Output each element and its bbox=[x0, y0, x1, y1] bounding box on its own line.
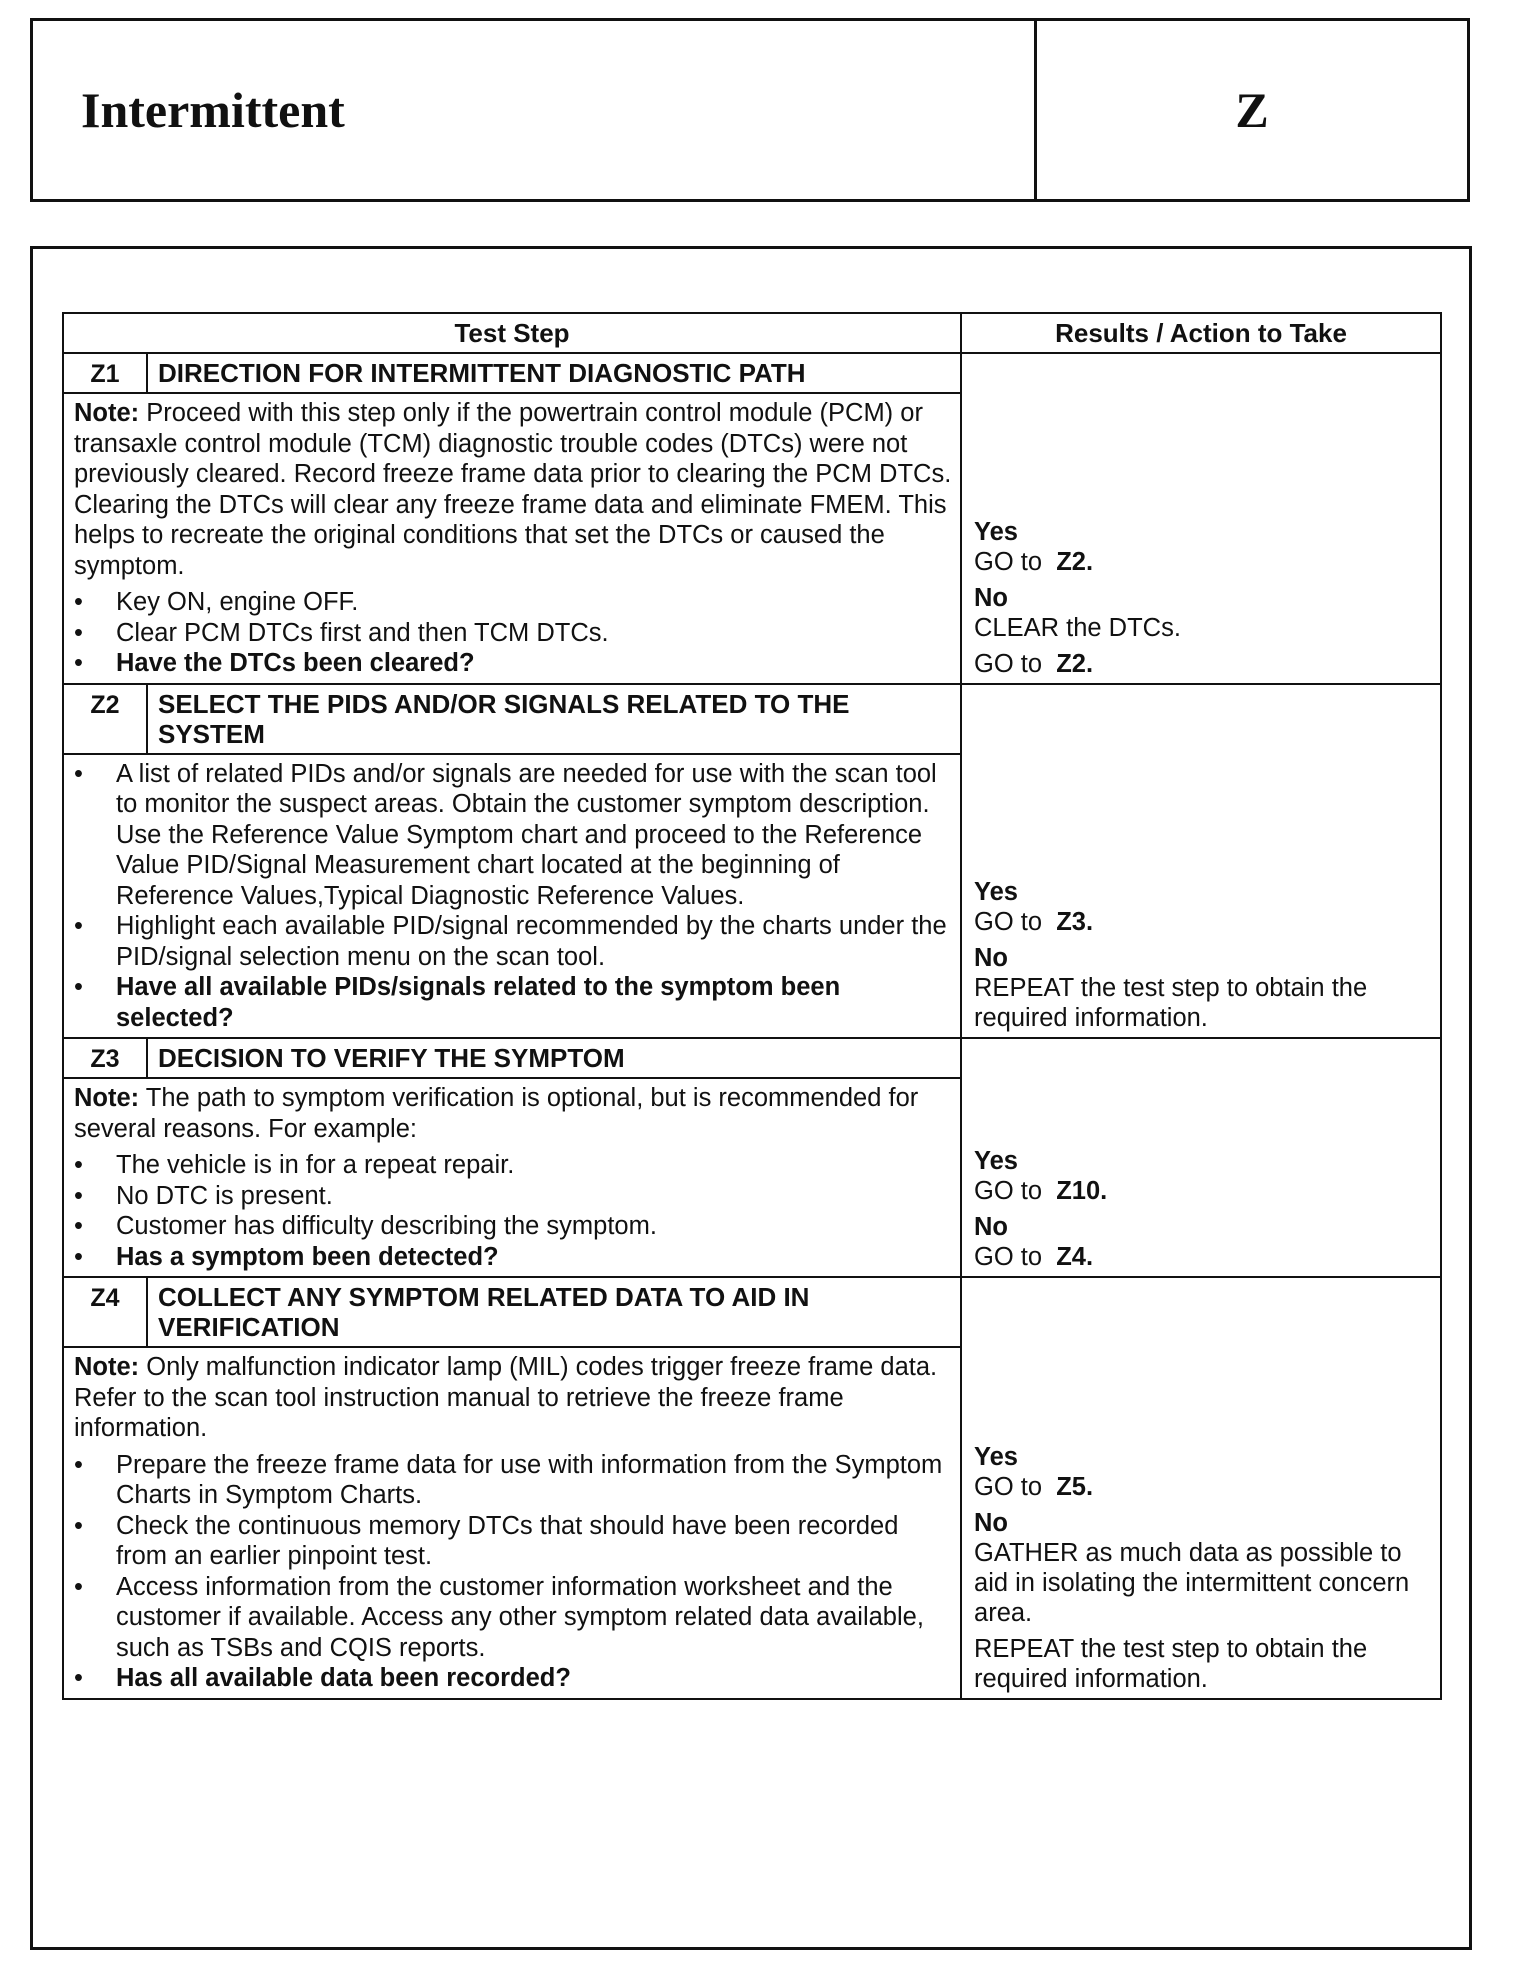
step-question: • Have the DTCs been cleared? bbox=[74, 648, 954, 679]
step-id: Z1 bbox=[63, 353, 147, 393]
list-item: • Customer has difficulty describing the symptom. bbox=[74, 1211, 954, 1242]
page-header bbox=[30, 18, 1470, 202]
page-title: Intermittent bbox=[81, 82, 345, 138]
no-target: Z4. bbox=[1056, 1243, 1094, 1271]
no-target: Z2. bbox=[1056, 649, 1094, 678]
no-action-goto: GO to Z2. bbox=[974, 649, 1094, 678]
step-id: Z2 bbox=[63, 684, 147, 754]
step-body bbox=[63, 1078, 961, 1277]
list-item: • A list of related PIDs and/or signals are needed for use with the scan tool to monitor the suspect areas. Obtain the customer symptom description. Use the Reference Value Symptom chart and proceed to the Reference Value PID/Signal Measurement chart located at the beginning of Reference Values,Typical Diagnostic Reference Values. bbox=[74, 759, 954, 912]
step-bullets bbox=[74, 1150, 954, 1272]
list-item: • Check the continuous memory DTCs that should have been recorded from an earlier pinpoint test. bbox=[74, 1511, 954, 1572]
step-question: • Has all available data been recorded? bbox=[74, 1663, 954, 1694]
section-letter: Z bbox=[1235, 82, 1269, 138]
yes-action: GO to Z5. bbox=[974, 1472, 1094, 1501]
step-id: Z3 bbox=[63, 1038, 147, 1078]
table-header-row bbox=[63, 313, 1441, 353]
no-action-repeat: REPEAT the test step to obtain the required information. bbox=[974, 1634, 1368, 1693]
step-title-row bbox=[63, 684, 1441, 754]
step-title-row bbox=[63, 1277, 1441, 1347]
step-question: • Have all available PIDs/signals related to the symptom been selected? bbox=[74, 972, 954, 1033]
no-action: CLEAR the DTCs. bbox=[974, 613, 1181, 642]
step-title: DECISION TO VERIFY THE SYMPTOM bbox=[147, 1038, 961, 1078]
yes-action: GO to Z10. bbox=[974, 1177, 1108, 1205]
no-action: GO to Z4. bbox=[974, 1243, 1094, 1271]
step-results bbox=[961, 684, 1441, 1039]
step-body bbox=[63, 754, 961, 1039]
step-title-row bbox=[63, 1038, 1441, 1078]
step-body bbox=[63, 393, 961, 684]
step-bullets bbox=[74, 587, 954, 679]
step-title: SELECT THE PIDS AND/OR SIGNALS RELATED TO THE SYSTEM bbox=[147, 684, 961, 754]
yes-label: Yes bbox=[974, 1147, 1018, 1175]
list-item: • No DTC is present. bbox=[74, 1181, 954, 1212]
no-label: No bbox=[974, 1508, 1009, 1537]
step-title-row bbox=[63, 353, 1441, 393]
yes-label: Yes bbox=[974, 878, 1018, 906]
step-bullets bbox=[74, 1450, 954, 1694]
yes-target: Z5. bbox=[1056, 1472, 1094, 1501]
list-item: • Highlight each available PID/signal recommended by the charts under the PID/signal selection menu on the scan tool. bbox=[74, 911, 954, 972]
step-title: DIRECTION FOR INTERMITTENT DIAGNOSTIC PATH bbox=[147, 353, 961, 393]
no-action: REPEAT the test step to obtain the required information. bbox=[974, 974, 1368, 1032]
header-section-cell bbox=[1037, 21, 1467, 199]
no-label: No bbox=[974, 1213, 1009, 1241]
no-label: No bbox=[974, 583, 1009, 612]
test-step-table bbox=[62, 312, 1442, 1700]
yes-target: Z3. bbox=[1056, 908, 1094, 936]
step-body bbox=[63, 1347, 961, 1699]
yes-label: Yes bbox=[974, 517, 1018, 546]
list-item: • Access information from the customer information worksheet and the customer if available. Access any other symptom related data available, such as TSBs and CQIS reports. bbox=[74, 1572, 954, 1664]
col-header-test-step: Test Step bbox=[63, 313, 961, 353]
step-note: Note: The path to symptom verification is optional, but is recommended for several reasons. For example: bbox=[74, 1084, 919, 1143]
step-results bbox=[961, 1038, 1441, 1277]
step-id: Z4 bbox=[63, 1277, 147, 1347]
yes-action: GO to Z2. bbox=[974, 547, 1094, 576]
header-title-cell bbox=[33, 21, 1037, 199]
step-results bbox=[961, 1277, 1441, 1699]
step-note: Note: Proceed with this step only if the powertrain control module (PCM) or transaxle control module (TCM) diagnostic trouble codes (DTCs) were not previously cleared. Record freeze frame data prior to clearing the PCM DTCs. Clearing the DTCs will clear any freeze frame data and eliminate FMEM. This helps to recreate the original conditions that set the DTCs or caused the symptom. bbox=[74, 399, 952, 580]
yes-label: Yes bbox=[974, 1442, 1018, 1471]
step-note: Note: Only malfunction indicator lamp (MIL) codes trigger freeze frame data. Refer to the scan tool instruction manual to retrieve the freeze frame information. bbox=[74, 1353, 938, 1442]
step-results bbox=[961, 353, 1441, 684]
no-action: GATHER as much data as possible to aid in isolating the intermittent concern area. bbox=[974, 1538, 1410, 1627]
list-item: • Key ON, engine OFF. bbox=[74, 587, 954, 618]
yes-target: Z10. bbox=[1056, 1177, 1108, 1205]
step-title: COLLECT ANY SYMPTOM RELATED DATA TO AID IN VERIFICATION bbox=[147, 1277, 961, 1347]
step-bullets bbox=[74, 759, 954, 1034]
list-item: • Prepare the freeze frame data for use with information from the Symptom Charts in Symptom Charts. bbox=[74, 1450, 954, 1511]
no-label: No bbox=[974, 944, 1009, 972]
step-question: • Has a symptom been detected? bbox=[74, 1242, 954, 1273]
yes-target: Z2. bbox=[1056, 547, 1094, 576]
list-item: • Clear PCM DTCs first and then TCM DTCs. bbox=[74, 618, 954, 649]
list-item: • The vehicle is in for a repeat repair. bbox=[74, 1150, 954, 1181]
yes-action: GO to Z3. bbox=[974, 908, 1094, 936]
col-header-results: Results / Action to Take bbox=[961, 313, 1441, 353]
